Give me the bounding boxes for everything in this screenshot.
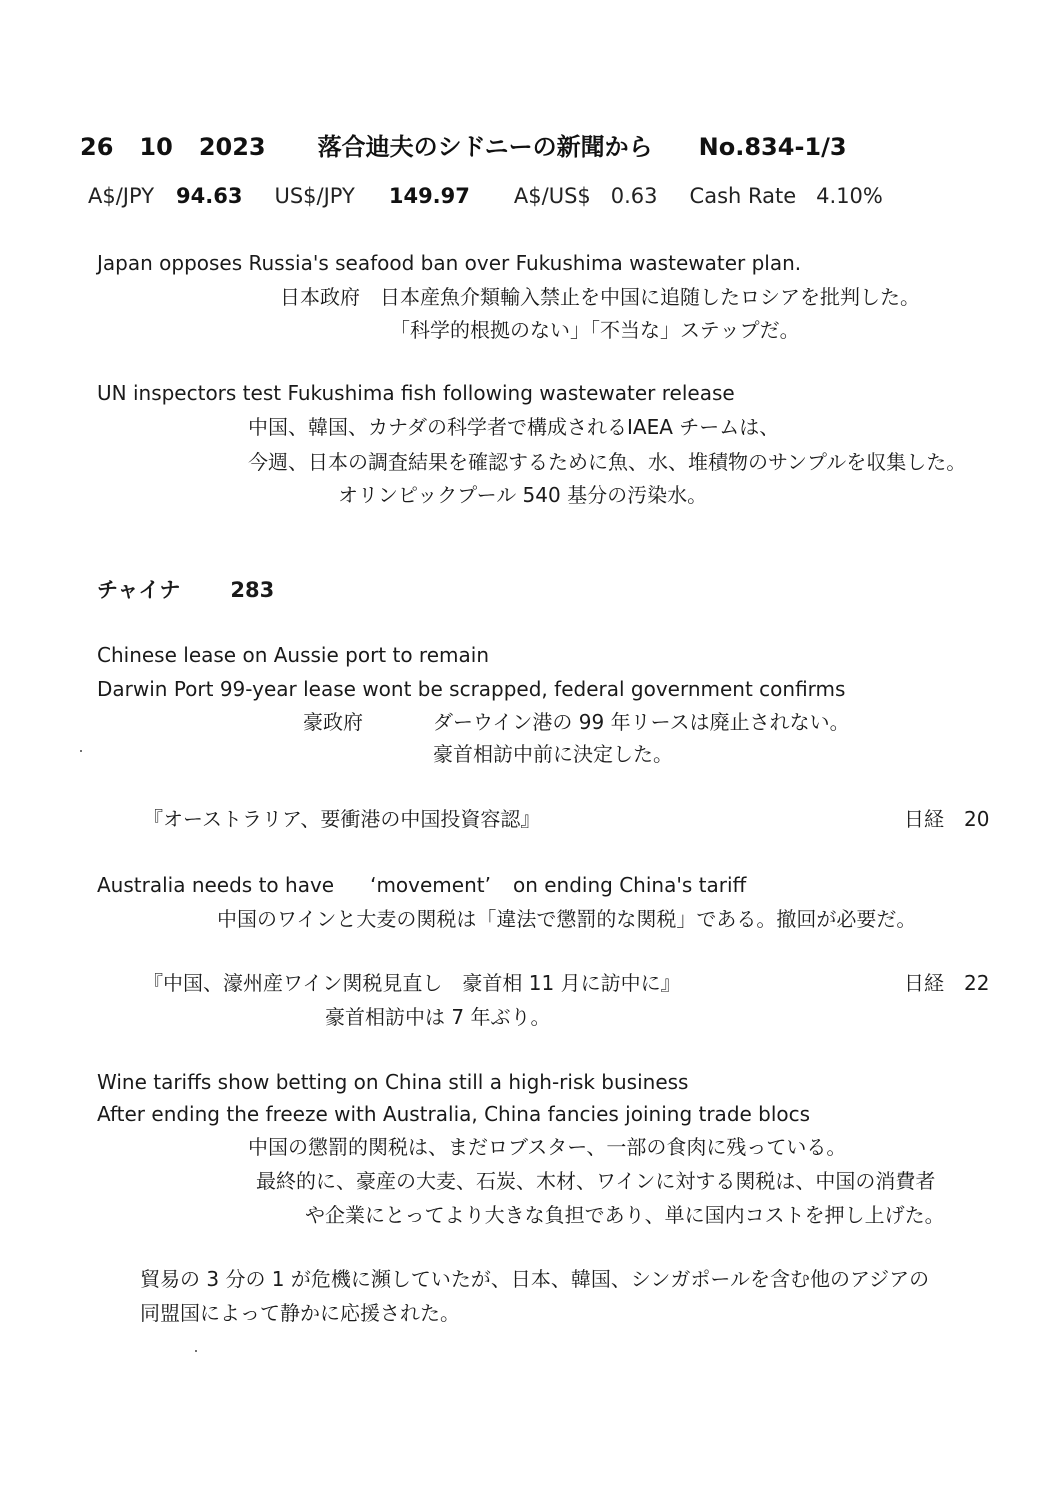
article-4-ref-note: 豪首相訪中は 7 年ぶり。	[325, 1005, 551, 1029]
aud-usd-label: A$/US$	[513, 184, 591, 208]
aud-jpy-value: 94.63	[176, 184, 243, 208]
article-1-jp-1: 日本政府 日本産魚介類輸入禁止を中国に追随したロシアを批判した。	[280, 285, 920, 309]
article-1-headline: Japan opposes Russia's seafood ban over Fukushima wastewater plan.	[97, 251, 802, 275]
usd-jpy-value: 149.97	[388, 184, 470, 208]
article-2-jp-3: オリンピックプール 540 基分の汚染水。	[338, 483, 708, 507]
usd-jpy-label: US$/JPY	[274, 184, 355, 208]
article-1-jp-2: 「科学的根拠のない」「不当な」ステップだ。	[390, 318, 800, 342]
article-5-headline-2: After ending the freeze with Australia, China fancies joining trade blocs	[97, 1102, 811, 1126]
article-4-headline-part-2: ‘movement’	[370, 873, 491, 897]
article-4-headline-part-1: Australia needs to have	[97, 873, 335, 897]
header-day: 26	[80, 133, 114, 161]
section-number: 283	[230, 578, 275, 602]
header-year: 2023	[198, 133, 266, 161]
article-3-jp-1: ダーウイン港の 99 年リースは廃止されない。	[433, 710, 850, 734]
scan-speck	[80, 750, 82, 752]
article-2-jp-1: 中国、韓国、カナダの科学者で構成されるIAEA チームは、	[248, 415, 780, 439]
article-2-headline: UN inspectors test Fukushima fish following wastewater release	[97, 381, 735, 405]
header-title: 落合迪夫のシドニーの新聞から	[317, 133, 653, 161]
article-5-jp-2: 最終的に、豪産の大麦、石炭、木材、ワインに対する関税は、中国の消費者	[256, 1169, 936, 1193]
cash-rate-value: 4.10%	[816, 184, 883, 208]
article-3-jp-lead: 豪政府	[303, 710, 363, 734]
article-3-headline-2: Darwin Port 99-year lease wont be scrapped, federal government confirms	[97, 677, 846, 701]
article-3-ref-title: 『オーストラリア、要衝港の中国投資容認』	[143, 807, 541, 831]
article-5-headline-1: Wine tariffs show betting on China still a high-risk business	[97, 1070, 689, 1094]
section-title: チャイナ	[97, 578, 181, 602]
article-3-headline-1: Chinese lease on Aussie port to remain	[97, 643, 489, 667]
exchange-rates	[88, 182, 883, 210]
scan-speck	[195, 1350, 197, 1352]
header-month: 10	[139, 133, 173, 161]
article-5-jp-3: や企業にとってより大きな負担であり、単に国内コストを押し上げた。	[305, 1203, 945, 1227]
aud-jpy-label: A$/JPY	[88, 184, 155, 208]
article-5-jp-1: 中国の懲罰的関税は、まだロブスター、一部の食肉に残っている。	[248, 1135, 847, 1159]
article-5-jp-4: 貿易の 3 分の 1 が危機に瀕していたが、日本、韓国、シンガポールを含む他のアジアの	[140, 1267, 930, 1291]
article-4-headline-part-3: on ending China's tariff	[512, 873, 747, 897]
article-4-ref-source: 日経 22	[904, 971, 990, 995]
article-2-jp-2: 今週、日本の調査結果を確認するために魚、水、堆積物のサンプルを収集した。	[248, 450, 967, 474]
article-3-jp-2: 豪首相訪中前に決定した。	[433, 742, 673, 766]
article-4-jp-1: 中国のワインと大麦の関税は「違法で懲罰的な関税」である。撤回が必要だ。	[217, 907, 917, 931]
cash-rate-label: Cash Rate	[689, 184, 797, 208]
article-3-ref-source: 日経 20	[904, 807, 990, 831]
page-header	[80, 132, 847, 162]
article-4-headline	[97, 872, 746, 898]
section-heading	[97, 577, 274, 603]
aud-usd-value: 0.63	[610, 184, 658, 208]
issue-number: No.834-1/3	[698, 133, 847, 161]
article-5-jp-5: 同盟国によって静かに応援された。	[140, 1301, 460, 1325]
article-4-ref-title: 『中国、濠州産ワイン関税見直し 豪首相 11 月に訪中に』	[143, 971, 681, 995]
